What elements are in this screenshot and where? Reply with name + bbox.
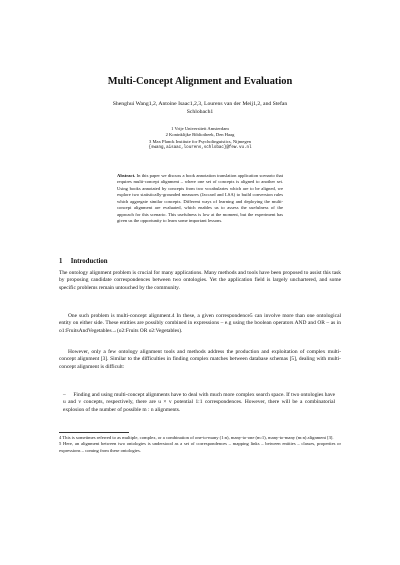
intro-paragraph-2: One such problem is multi-concept alignment.4 In these, a given correspondence5 can involve more than one ontological entity on either side. These entities are possibly combined in expressions – e.g using the boolean operators AND and OR – as in o1:FruitsAndVegetables→(o2:Fruits OR o2:Vegetables).: [59, 313, 341, 334]
abstract: [117, 173, 283, 225]
author-emails: {swang,aisaac,lourens,schlobac}@few.vu.nl: [148, 145, 252, 150]
paper-title: Multi-Concept Alignment and Evaluation: [107, 76, 293, 87]
bullet-dash: –: [63, 392, 66, 398]
footnote-4: 4 This is sometimes referred to as multiple, complex, or a combination of one-to-many (1:n), many-to-one (m:1), many-to-many (m:n) alignment [3].: [59, 435, 334, 440]
intro-paragraph-1: The ontology alignment problem is crucial for many applications. Many methods and tools have been proposed to assist this task by proposing candidate correspondences between two ontologies. Yet the application field is largely unchartered, and some specific problems remain untouched by the community.: [59, 270, 341, 291]
authors-line-2: Schlobach1: [186, 108, 214, 115]
affiliation-3: 3 Max Planck Institute for Psycholinguistics, Nijmegen: [149, 138, 251, 144]
footnote-5: 5 Here, an alignment between two ontologies is understood as a set of correspondences – mapping links – between entities – classes, properties or expressions – coming from these ontologies.: [59, 441, 341, 453]
footnotes: [59, 435, 341, 454]
abstract-text: In this paper we discuss a book annotation translation application scenario that requires multi-concept alignment – where one set of concepts is aligned to another set. Using books annotated by concepts from two vocabularies which are to be aligned, we explore two statistically-grounded measures (Jaccard and LSA) to build conversion rules which aggregate similar concepts. Different ways of learning and deploying the multi-concept alignment are evaluated, which enables us to assess the usefulness of the approach for this scenario. This usefulness is low at the moment, but the experiment has given us the opportunity to learn some important lessons.: [117, 173, 283, 224]
section-title: Introduction: [70, 258, 108, 265]
affiliation-2: 2 Koninklijke Bibliotheek, Den Haag: [165, 132, 235, 138]
intro-paragraph-3: However, only a few ontology alignment tools and methods address the production and exploitation of complex multi-concept alignment [3]. Similar to the difficulties in finding complex matches between database schemas [5], dealing with multi-concept alignment is difficult:: [59, 349, 341, 370]
footnote-divider: [59, 432, 129, 433]
list-item: [63, 392, 335, 414]
section-number: 1: [59, 258, 63, 265]
list-item-text: Finding and using multi-concept alignments have to deal with much more complex search space. If two ontologies have u and v concepts, respectively, there are u × v potential 1:1 correspondences. However, there will be a combinatorial explosion of the number of possible m : n alignments.: [63, 392, 336, 413]
affiliation-1: 1 Vrije Universiteit Amsterdam: [171, 126, 229, 131]
section-heading: [59, 258, 108, 265]
affiliations: [110, 126, 290, 151]
abstract-label: Abstract.: [117, 173, 136, 178]
authors-line-1: Shenghui Wang1,2, Antoine Isaac1,2,3, Lourens van der Meij1,2, and Stefan: [112, 101, 288, 107]
author-list: [110, 101, 290, 116]
